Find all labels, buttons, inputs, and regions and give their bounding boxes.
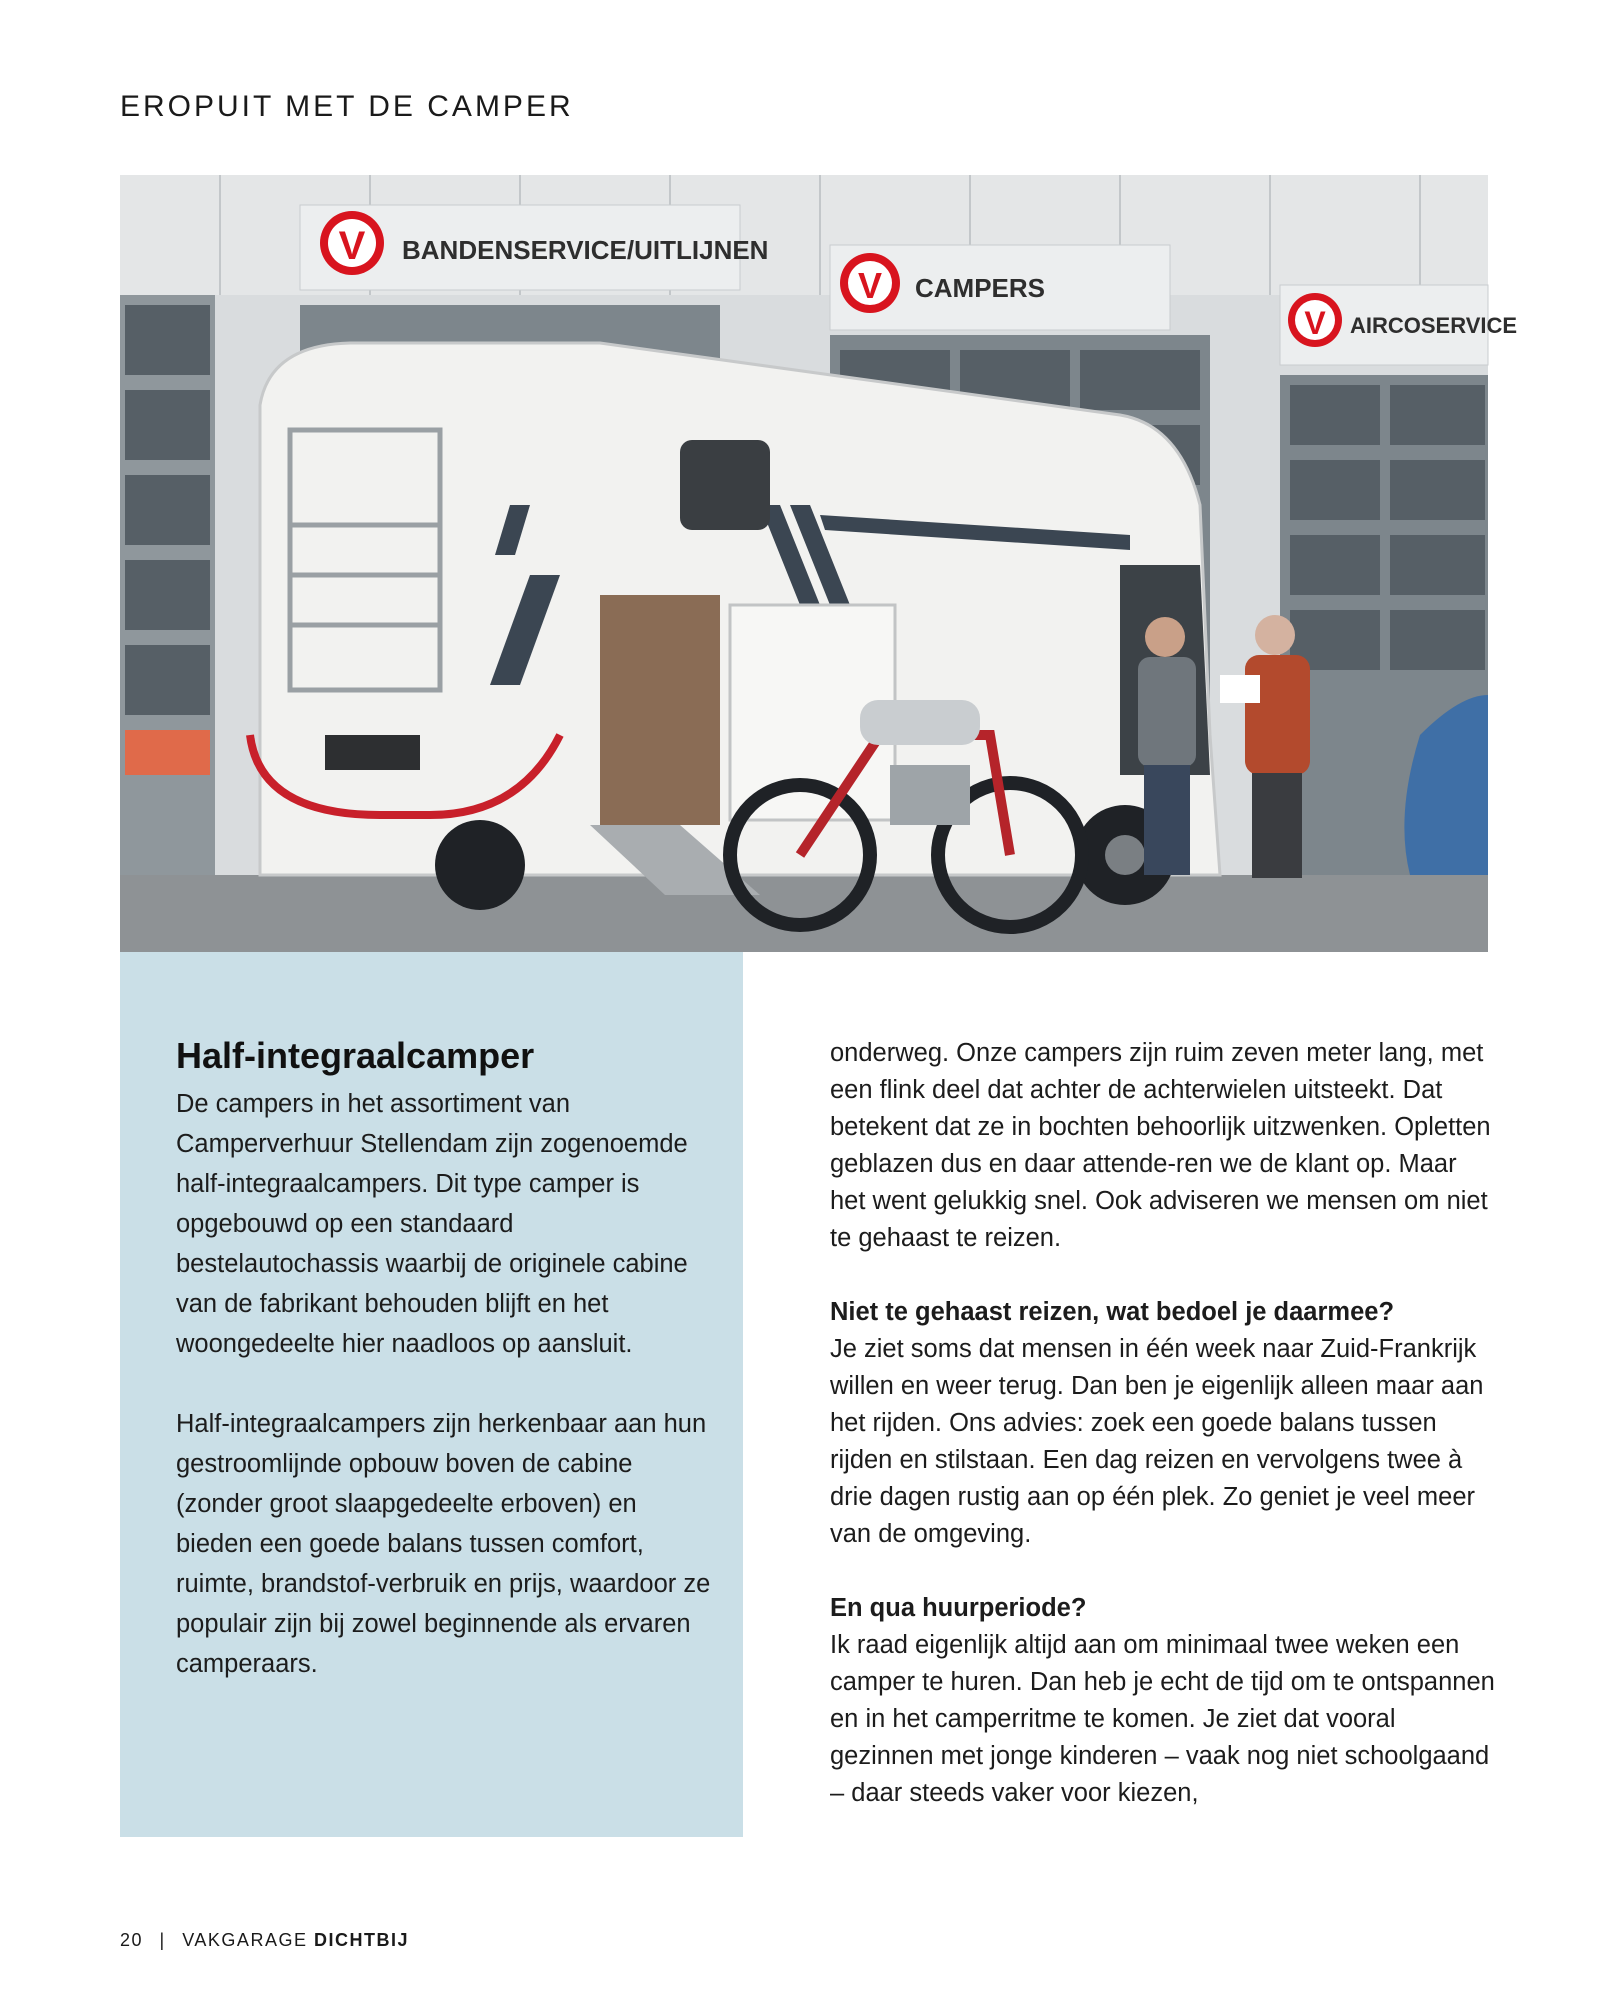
camper-window (680, 440, 770, 530)
article-column (830, 1035, 1495, 1849)
footer-separator: | (159, 1930, 166, 1950)
sidebar-title: Half-integraalcamper (176, 1035, 535, 1076)
page-footer (120, 1930, 409, 1951)
camper-photo (120, 175, 1518, 952)
sign-bandenservice (300, 205, 768, 290)
svg-text:CAMPERS: CAMPERS (915, 273, 1046, 303)
pavement (120, 875, 1488, 952)
interview-block (830, 1294, 1495, 1553)
camper-door-opening (600, 595, 720, 825)
section-header: EROPUIT MET DE CAMPER (120, 90, 574, 123)
svg-text:BANDENSERVICE/UITLIJNEN: BANDENSERVICE/UITLIJNEN (402, 235, 769, 265)
publication-name-bold: DICHTBIJ (313, 1930, 409, 1950)
interview-answer: Ik raad eigenlijk altijd aan om minimaal twee weken een camper te huren. Dan heb je echt de tijd om te ontspannen en in het camperritme te komen. Je ziet dat vooral gezinnen met jonge kinderen – vaak nog niet schoolgaand – daar steeds vaker voor kiezen, (830, 1631, 1495, 1807)
svg-text:AIRCOSERVICE: AIRCOSERVICE (1350, 313, 1518, 338)
sign-aircoservice (1280, 285, 1517, 365)
svg-text:V: V (1304, 305, 1326, 341)
article-paragraph: onderweg. Onze campers zijn ruim zeven meter lang, met een flink deel dat achter de achterwielen uitsteekt. Dat betekent dat ze in bochten behoorlijk uitzwenken. Opletten geblazen dus en daar attende-ren we de klant op. Maar het went gelukkig snel. Ook adviseren we mensen om niet te gehaast te reizen. (830, 1039, 1491, 1252)
interview-answer: Je ziet soms dat mensen in één week naar Zuid-Frankrijk willen en weer terug. Dan ben je eigenlijk alleen maar aan het rijden. Ons advies: zoek een goede balans tussen rijden en stilstaan. Een dag reizen en vervolgens twee à drie dagen rustig aan op één plek. Zo geniet je veel meer van de omgeving. (830, 1335, 1484, 1548)
interview-question: Niet te gehaast reizen, wat bedoel je daarmee? (830, 1298, 1395, 1326)
info-sidebar (120, 952, 743, 1837)
sidebar-paragraph: De campers in het assortiment van Camperverhuur Stellendam zijn zogenoemde half-integraalcampers. Dit type camper is opgebouwd op een standaard bestelautochassis waarbij de originele cabine van de fabrikant behouden blijft en het woongedeelte hier naadloos op aansluit. (176, 1090, 688, 1358)
publication-name: VAKGARAGE (182, 1930, 308, 1950)
svg-text:V: V (857, 265, 883, 306)
sidebar-content (176, 1034, 716, 1724)
interview-question: En qua huurperiode? (830, 1594, 1087, 1622)
svg-text:V: V (338, 224, 366, 268)
page-number: 20 (120, 1930, 144, 1950)
sign-campers (830, 245, 1170, 330)
interview-block (830, 1590, 1495, 1812)
sidebar-paragraph: Half-integraalcampers zijn herkenbaar aan hun gestroomlijnde opbouw boven de cabine (zonder groot slaapgedeelte erboven) en bieden een goede balans tussen comfort, ruimte, brandstof-verbruik en prijs, waardoor ze populair zijn bij zowel beginnende als ervaren camperaars. (176, 1410, 711, 1678)
camper-illustration (120, 175, 1518, 952)
